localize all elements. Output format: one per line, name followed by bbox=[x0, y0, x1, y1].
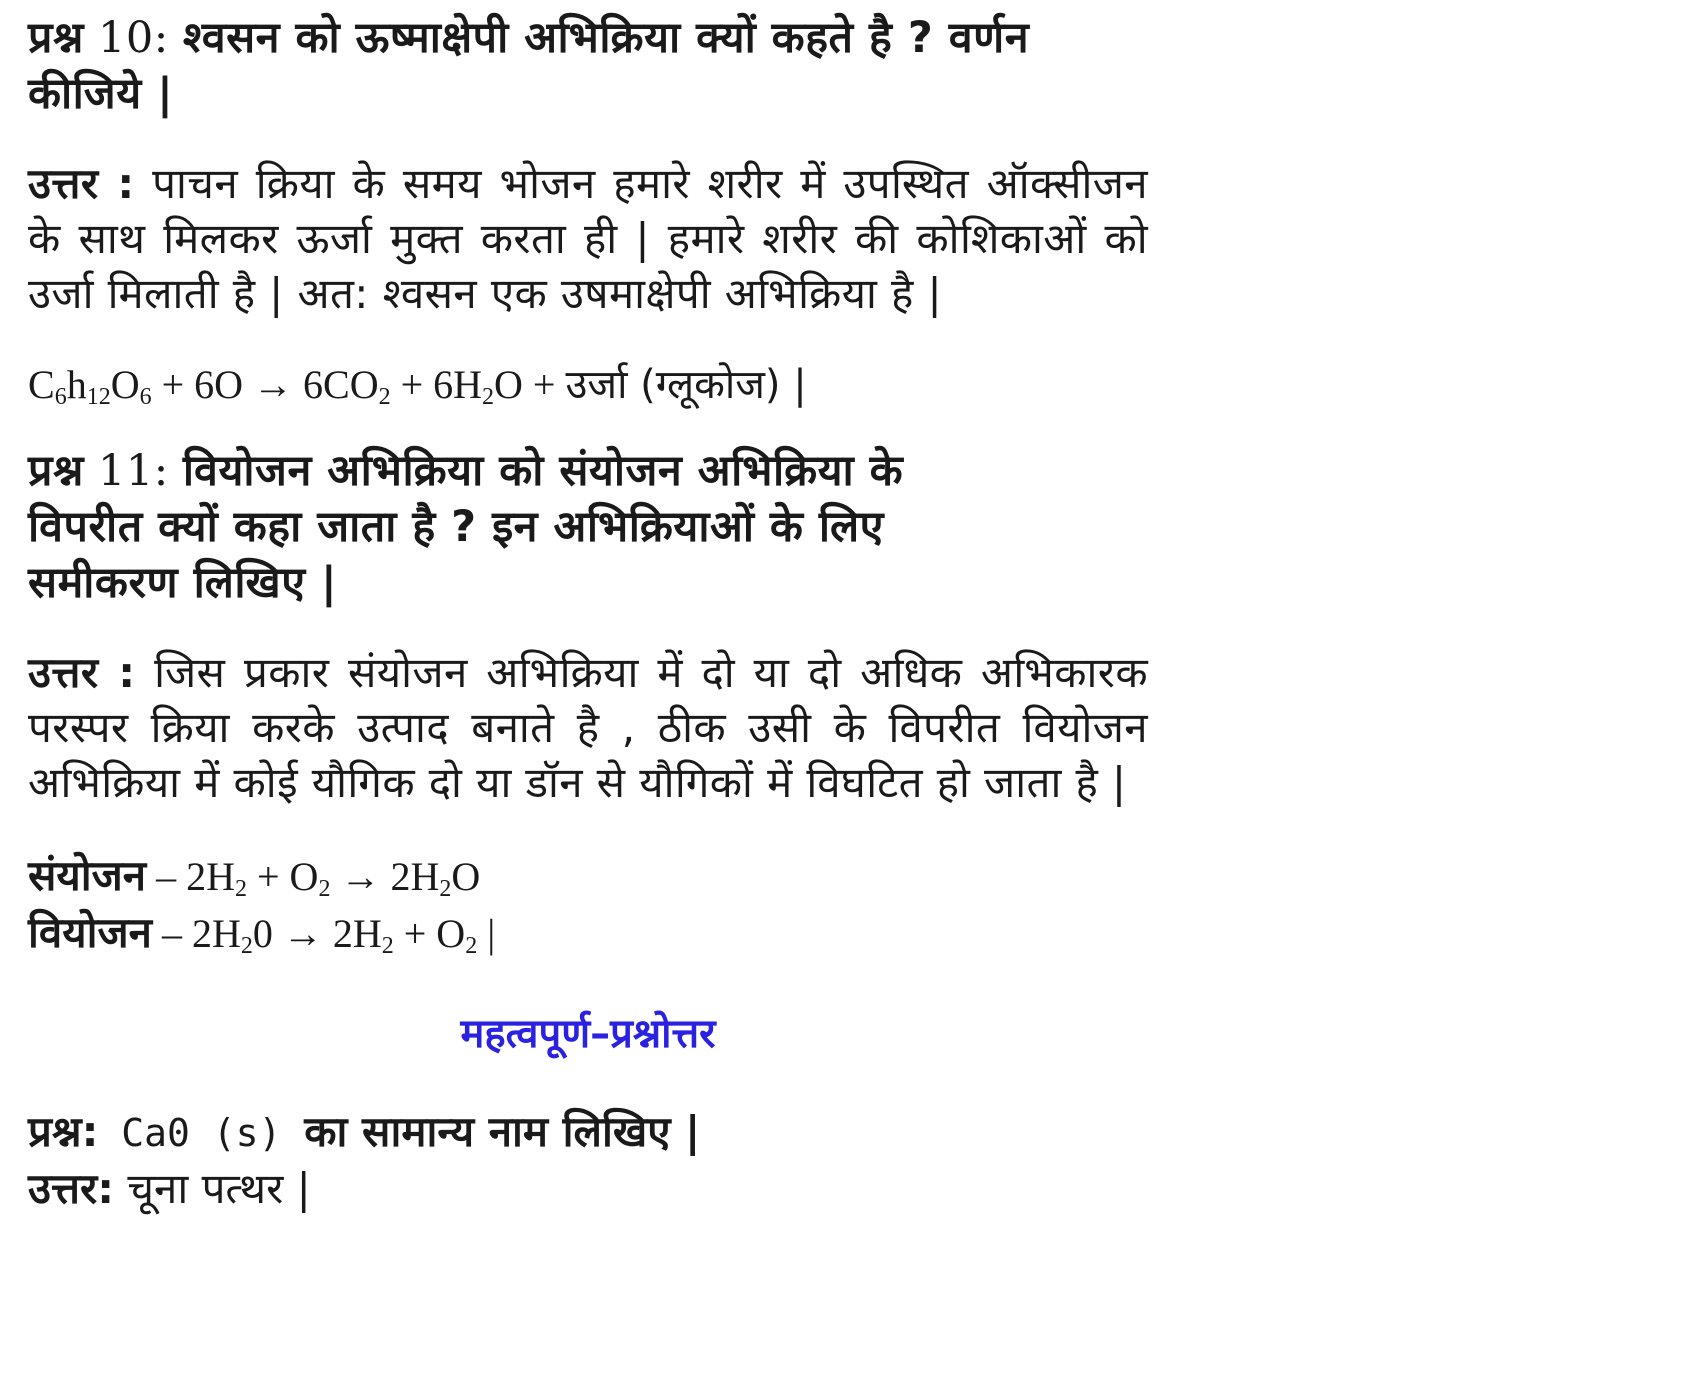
eq-term: O + bbox=[494, 362, 566, 407]
eq-term: + 6H bbox=[390, 362, 483, 407]
eq-term: + 6O → 6CO bbox=[151, 362, 379, 407]
respiration-equation bbox=[28, 357, 1148, 413]
eq-term: – 2H bbox=[146, 854, 235, 899]
eq-subscript: 2 bbox=[465, 933, 478, 959]
eq-term: + O bbox=[393, 911, 466, 956]
question-label: प्रश्न bbox=[28, 446, 84, 496]
eq-term: 0 → 2H bbox=[252, 911, 382, 956]
answer-10 bbox=[28, 156, 1148, 321]
question-code: Ca0 (s) bbox=[98, 1111, 305, 1155]
eq-subscript: 6 bbox=[54, 384, 67, 410]
eq-subscript: 2 bbox=[482, 384, 495, 410]
eq-hindi-tail: उर्जा (ग्लूकोज) | bbox=[565, 362, 807, 408]
section-heading: महत्वपूर्ण–प्रश्नोत्तर bbox=[460, 1011, 716, 1057]
eq-subscript: 2 bbox=[381, 933, 394, 959]
document-page bbox=[28, 10, 1148, 1217]
eq-subscript: 2 bbox=[378, 384, 391, 410]
eq-subscript: 12 bbox=[86, 384, 111, 410]
question-10 bbox=[28, 10, 1148, 122]
question-text: श्वसन को ऊष्माक्षेपी अभिक्रिया क्यों कहते है ? वर्णन कीजिये | bbox=[28, 13, 1030, 119]
question-11 bbox=[28, 443, 1008, 611]
question-label: प्रश्न: bbox=[28, 1107, 99, 1156]
combination-label: संयोजन bbox=[28, 851, 147, 900]
question-number: 10: bbox=[83, 13, 183, 63]
eq-term: | bbox=[477, 911, 496, 956]
question-text: वियोजन अभिक्रिया को संयोजन अभिक्रिया के विपरीत क्यों कहा जाता है ? इन अभिक्रियाओं के लिए समीकरण लिखिए | bbox=[28, 446, 904, 608]
eq-subscript: 2 bbox=[240, 933, 253, 959]
eq-term: O bbox=[110, 362, 140, 407]
eq-term: O bbox=[451, 854, 481, 899]
eq-subscript: 2 bbox=[235, 876, 247, 902]
answer-text: जिस प्रकार संयोजन अभिक्रिया में दो या दो अधिक अभिकारक परस्पर क्रिया करके उत्पाद बनाते है , ठीक उसी के विपरीत वियोजन अभिक्रिया में कोई यौगिक दो या डॉन से यौगिकों में विघटित हो जाता है | bbox=[28, 648, 1148, 807]
decomposition-equation bbox=[28, 905, 1148, 962]
decomposition-label: वियोजन bbox=[28, 908, 152, 957]
eq-subscript: 2 bbox=[318, 876, 331, 902]
eq-term: → 2H bbox=[330, 854, 440, 899]
question-number: 11: bbox=[83, 446, 183, 496]
eq-subscript: 2 bbox=[439, 876, 452, 902]
eq-term: + O bbox=[247, 854, 319, 899]
answer-label: उत्तर : bbox=[28, 648, 136, 697]
combination-equation bbox=[28, 848, 1148, 905]
answer-text: पाचन क्रिया के समय भोजन हमारे शरीर में उपस्थित ऑक्सीजन के साथ मिलकर ऊर्जा मुक्त करता ही | हमारे शरीर की कोशिकाओं को उर्जा मिलाती है | अत: श्वसन एक उषमाक्षेपी अभिक्रिया है | bbox=[28, 159, 1148, 318]
answer-label: उत्तर : bbox=[28, 159, 135, 208]
answer-text: चूना पत्थर | bbox=[114, 1164, 311, 1213]
eq-term: – 2H bbox=[151, 911, 241, 956]
answer-11 bbox=[28, 645, 1148, 810]
short-answer bbox=[28, 1161, 1148, 1217]
eq-term: C bbox=[28, 362, 55, 407]
eq-term: h bbox=[66, 362, 87, 407]
eq-subscript: 6 bbox=[139, 384, 152, 410]
short-question bbox=[28, 1104, 1148, 1161]
question-text: का सामान्य नाम लिखिए | bbox=[304, 1107, 701, 1156]
answer-label: उत्तर: bbox=[28, 1164, 115, 1213]
question-label: प्रश्न bbox=[28, 13, 84, 63]
